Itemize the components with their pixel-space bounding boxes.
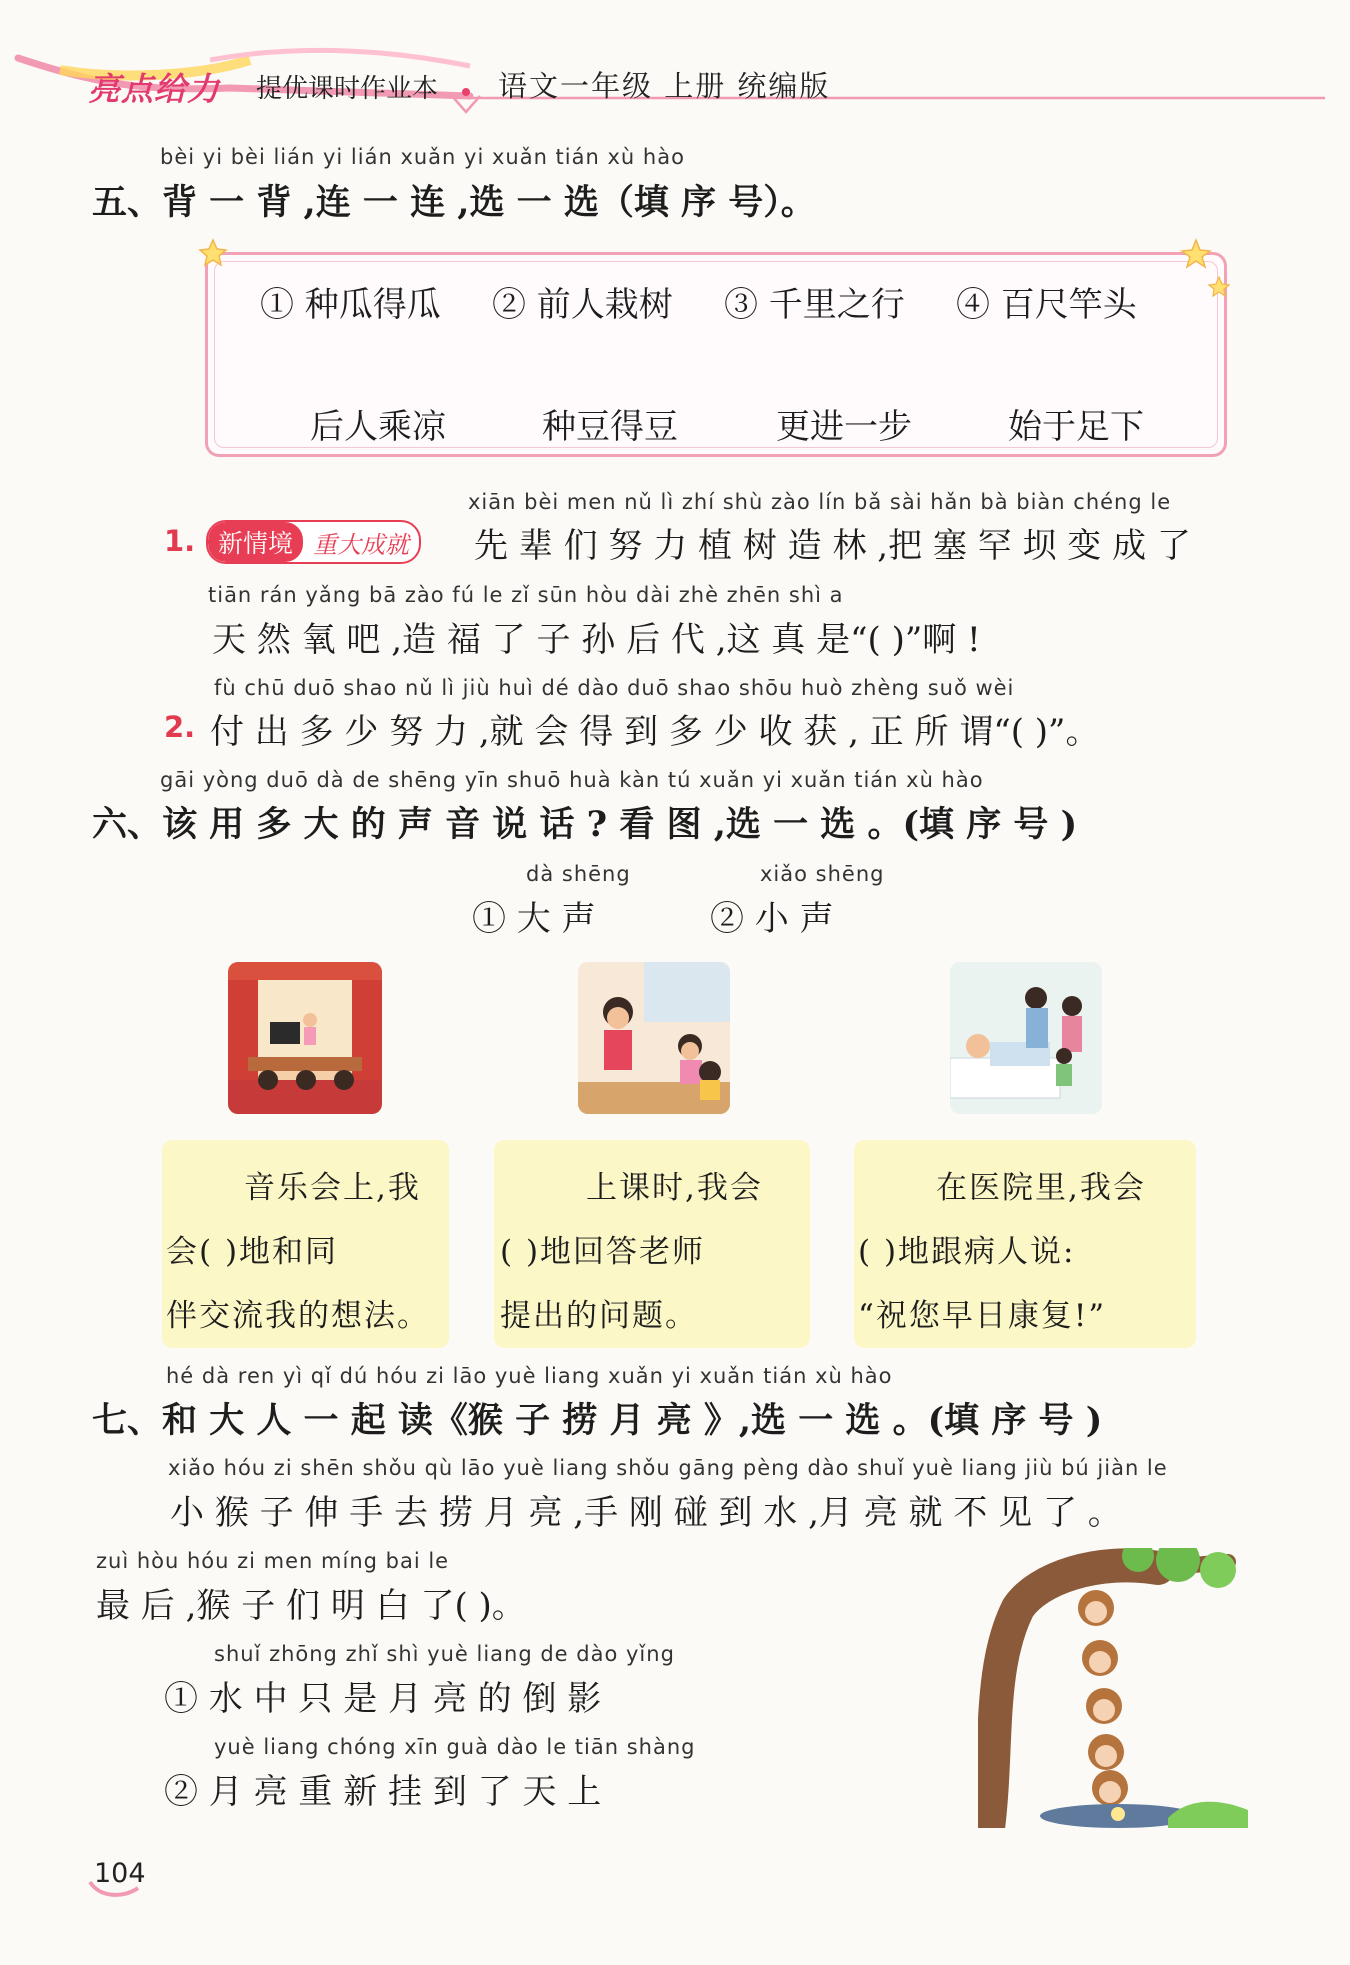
page-number: 104	[94, 1858, 146, 1889]
idiom-top-1: ① 种瓜得瓜	[260, 285, 441, 325]
idiom-bottom-2: 种豆得豆	[542, 407, 678, 447]
option-quiet: ② 小 声	[710, 899, 834, 939]
story-pinyin-2: zuì hòu hóu zi men míng bai le	[96, 1549, 450, 1573]
card2-line-2: ( )地回答老师	[500, 1234, 706, 1270]
option-quiet-pinyin: xiǎo shēng	[760, 862, 885, 886]
answer1-pinyin: shuǐ zhōng zhǐ shì yuè liang de dào yǐng	[214, 1642, 675, 1666]
card3-line-1: 在医院里,我会	[936, 1170, 1146, 1206]
answer-option-2: ② 月 亮 重 新 挂 到 了 天 上	[164, 1772, 602, 1812]
monkeys-illustration	[978, 1548, 1256, 1828]
idiom-top-4: ④ 百尺竿头	[956, 285, 1137, 325]
q1-line-1: 先 辈 们 努 力 植 树 造 林 ,把 塞 罕 坝 变 成 了	[474, 526, 1191, 566]
q1-number: 1.	[164, 524, 196, 558]
section5-pinyin: bèi yi bèi lián yi lián xuǎn yi xuǎn tián xù hào	[160, 145, 685, 169]
idiom-bottom-1: 后人乘凉	[310, 407, 446, 447]
section5-title: 五、背 一 背 ,连 一 连 ,选 一 选（填 序 号）。	[92, 182, 816, 223]
hospital-illustration	[950, 962, 1102, 1114]
series-title: 提优课时作业本	[256, 74, 439, 104]
star-icon	[198, 238, 228, 268]
q2-line: 付 出 多 少 努 力 ,就 会 得 到 多 少 收 获 , 正 所 谓“( )”。	[210, 712, 1100, 752]
tag-achievement: 重大成就	[313, 530, 410, 559]
subject-title: 语文一年级 上册 统编版	[498, 69, 831, 103]
option-loud-pinyin: dà shēng	[526, 862, 631, 886]
card1-line-1: 音乐会上,我	[244, 1170, 421, 1206]
star-icon	[1180, 238, 1212, 270]
story-line-2: 最 后 ,猴 子 们 明 白 了( )。	[96, 1586, 526, 1626]
answer2-pinyin: yuè liang chóng xīn guà dào le tiān shàng	[214, 1735, 696, 1759]
option-loud: ① 大 声	[472, 899, 596, 939]
idiom-top-3: ③ 千里之行	[724, 285, 905, 325]
brand-logo: 亮点给力	[88, 70, 221, 108]
card1-line-2: 会( )地和同	[166, 1234, 339, 1270]
q1-pinyin-1: xiān bèi men nǔ lì zhí shù zào lín bǎ sài hǎn bà biàn chéng le	[468, 490, 1172, 514]
story-pinyin-1: xiǎo hóu zi shēn shǒu qù lāo yuè liang shǒu gāng pèng dào shuǐ yuè liang jiù bú jiàn le	[168, 1456, 1168, 1480]
section7-pinyin: hé dà ren yì qǐ dú hóu zi lāo yuè liang xuǎn yi xuǎn tián xù hào	[166, 1364, 893, 1388]
concert-illustration	[228, 962, 382, 1114]
q2-pinyin: fù chū duō shao nǔ lì jiù huì dé dào duō shao shōu huò zhèng suǒ wèi	[214, 676, 1015, 700]
classroom-illustration	[578, 962, 730, 1114]
idiom-top-2: ② 前人栽树	[492, 285, 673, 325]
card3-line-2: ( )地跟病人说:	[858, 1234, 1076, 1270]
star-icon	[1208, 276, 1230, 298]
story-line-1: 小 猴 子 伸 手 去 捞 月 亮 ,手 刚 碰 到 水 ,月 亮 就 不 见 了 。	[170, 1493, 1122, 1533]
card2-line-3: 提出的问题。	[500, 1298, 698, 1334]
q2-number: 2.	[164, 710, 196, 744]
section6-title: 六、该 用 多 大 的 声 音 说 话 ? 看 图 ,选 一 选 。(填 序 号 )	[92, 804, 1078, 845]
idiom-bottom-4: 始于足下	[1008, 407, 1144, 447]
section7-title: 七、和 大 人 一 起 读《猴 子 捞 月 亮 》,选 一 选 。(填 序 号 )	[92, 1400, 1103, 1441]
answer-option-1: ① 水 中 只 是 月 亮 的 倒 影	[164, 1679, 602, 1719]
card2-line-1: 上课时,我会	[586, 1170, 763, 1206]
idiom-bottom-3: 更进一步	[776, 407, 912, 447]
tag-new-context: 新情境	[208, 522, 303, 562]
new-context-tag	[206, 520, 421, 564]
card1-line-3: 伴交流我的想法。	[166, 1298, 430, 1334]
q1-pinyin-2: tiān rán yǎng bā zào fú le zǐ sūn hòu dài zhè zhēn shì a	[208, 583, 844, 607]
q1-line-2: 天 然 氧 吧 ,造 福 了 子 孙 后 代 ,这 真 是“( )”啊 !	[212, 620, 981, 660]
card3-line-3: “祝您早日康复!”	[858, 1298, 1107, 1334]
section6-pinyin: gāi yòng duō dà de shēng yīn shuō huà kàn tú xuǎn yi xuǎn tián xù hào	[160, 768, 984, 792]
